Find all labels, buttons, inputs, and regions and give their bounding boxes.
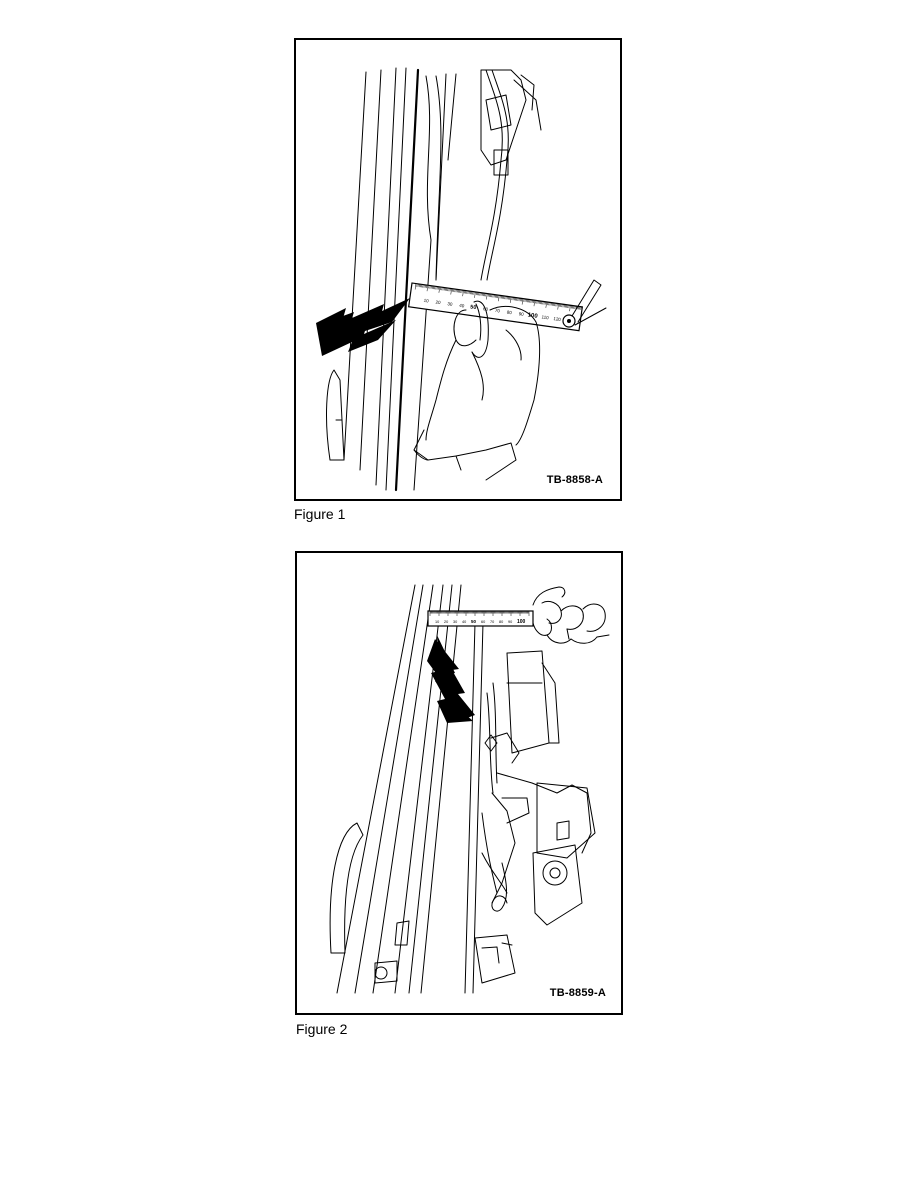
figure-2-illustration [295,551,623,1015]
ruler-2-tick-label: 80 [499,620,504,624]
ruler-2-tick-label: 90 [508,620,513,624]
door-latch-ruler-drawing-1 [296,40,622,501]
ruler-2-tick-label: 30 [453,620,458,624]
ruler-1-tick-label: 30 [447,301,453,307]
figure-2-caption: Figure 2 [296,1021,348,1037]
ruler-2-tick-label: 70 [490,620,495,624]
ruler-1-tick-label: 70 [494,307,501,314]
ruler-1-tick-label: 40 [459,302,465,309]
ruler-1-tick-label: 50 [469,304,477,312]
ruler-2-tick-label: 20 [444,620,449,624]
ruler-1-tick-label: 60 [482,306,489,312]
figure-1-caption: Figure 1 [294,506,346,522]
figure-1-reference-code: TB-8858-A [546,474,603,486]
ruler-2-tick-label: 50 [471,619,477,624]
ruler-1-tick-label: 90 [518,311,525,317]
figure-1-illustration [294,38,622,501]
ruler-1-tick-label: 80 [506,309,513,316]
ruler-2-tick-label: 100 [517,619,526,625]
ruler-2-tick-label: 60 [481,620,486,624]
ruler-1-tick-label: 20 [435,299,441,306]
ruler-1-tick-label: 110 [541,314,550,321]
ruler-1-tick-label: 100 [527,312,538,320]
ruler-2-tick-label: 40 [462,620,467,624]
door-latch-ruler-drawing-2 [297,553,623,1015]
figure-2-reference-code: TB-8859-A [549,987,606,999]
ruler-1-tick-label: 120 [553,316,562,323]
ruler-1-tick-label: 10 [423,297,430,304]
ruler-2-tick-label: 10 [435,620,440,624]
